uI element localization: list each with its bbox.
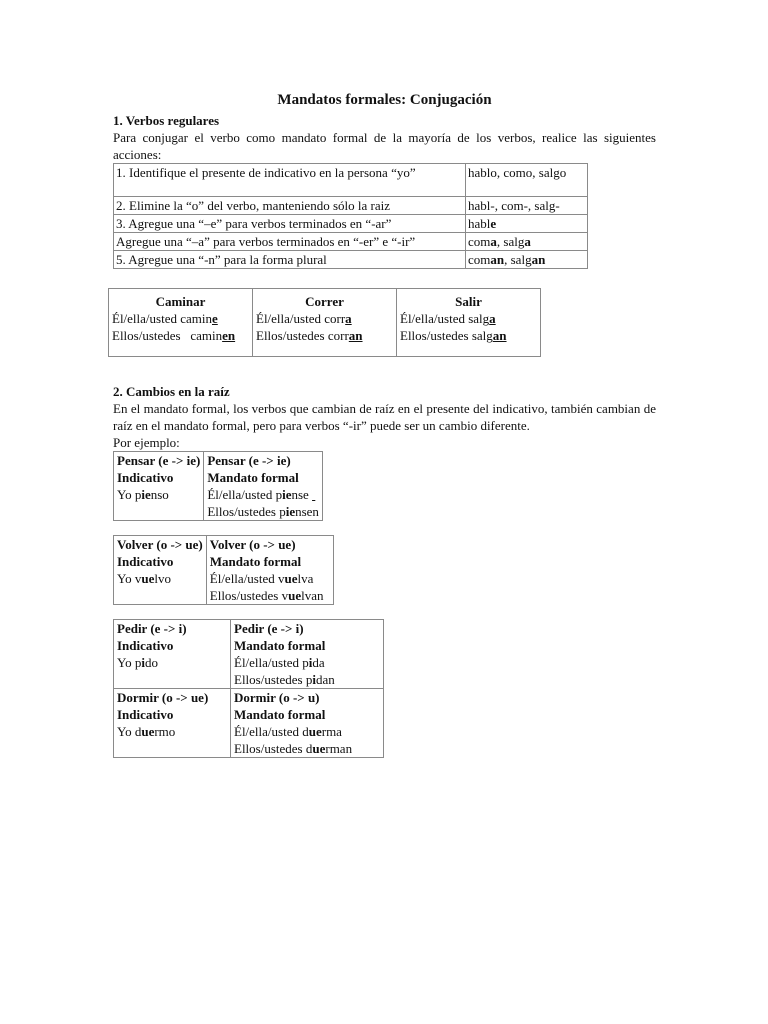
step-example: coman, salgan bbox=[466, 251, 588, 269]
step-example: coma, salga bbox=[466, 233, 588, 251]
table-row bbox=[114, 197, 588, 215]
verb-name: Correr bbox=[305, 294, 344, 309]
page-title: Mandatos formales: Conjugación bbox=[277, 92, 492, 108]
indicativo-cell: Pensar (e -> ie) Indicativo Yo pienso bbox=[114, 452, 204, 521]
step-example: hable bbox=[466, 215, 588, 233]
step-instruction: 1. Identifique el presente de indicativo en la persona “yo” bbox=[114, 164, 466, 197]
verb-singular: Él/ella/usted salga bbox=[400, 311, 496, 326]
verb-name: Salir bbox=[455, 294, 482, 309]
example-label: Por ejemplo: bbox=[113, 435, 180, 450]
table-row bbox=[114, 620, 384, 689]
step-instruction: 3. Agregue una “–e” para verbos terminados en “-ar” bbox=[114, 215, 466, 233]
indicativo-cell: Dormir (o -> ue) Indicativo Yo duermo bbox=[114, 689, 231, 758]
verb-column-correr bbox=[253, 289, 397, 357]
mandato-cell: Volver (o -> ue) Mandato formal Él/ella/usted vuelva Ellos/ustedes vuelvan bbox=[206, 536, 333, 605]
step-instruction: 2. Elimine la “o” del verbo, manteniendo sólo la raiz bbox=[114, 197, 466, 215]
verb-column-salir bbox=[397, 289, 541, 357]
verb-name: Caminar bbox=[155, 294, 206, 309]
mandato-cell: Dormir (o -> u) Mandato formal Él/ella/usted duerma Ellos/ustedes duerman bbox=[231, 689, 384, 758]
mandato-cell: Pensar (e -> ie) Mandato formal Él/ella/usted piense Ellos/ustedes piensen bbox=[204, 452, 323, 521]
table-row bbox=[114, 251, 588, 269]
section1-heading: 1. Verbos regulares bbox=[113, 113, 220, 128]
verb-column-caminar bbox=[109, 289, 253, 357]
step-instruction: Agregue una “–a” para verbos terminados en “-er” e “-ir” bbox=[114, 233, 466, 251]
mandato-cell: Pedir (e -> i) Mandato formal Él/ella/usted pida Ellos/ustedes pidan bbox=[231, 620, 384, 689]
table-row bbox=[114, 689, 384, 758]
verb-singular: Él/ella/usted camine bbox=[112, 311, 218, 326]
document-page bbox=[113, 90, 656, 758]
step-example: hablo, como, salgo bbox=[466, 164, 588, 197]
verb-plural: Ellos/ustedes caminen bbox=[112, 328, 236, 343]
table-row bbox=[114, 452, 323, 521]
step-instruction: 5. Agregue una “-n” para la forma plural bbox=[114, 251, 466, 269]
table-row bbox=[114, 164, 588, 197]
section2-intro: En el mandato formal, los verbos que cambian de raíz en el presente del indicativo, también cambian de raíz en el mandato formal, pero para verbos “-ir” puede ser un cambio diferente. bbox=[113, 401, 656, 433]
table-row bbox=[114, 233, 588, 251]
pensar-table bbox=[113, 451, 323, 521]
table-row bbox=[109, 289, 541, 357]
verbs-table bbox=[108, 288, 541, 357]
section2 bbox=[113, 383, 656, 758]
volver-table bbox=[113, 535, 334, 605]
indicativo-cell: Volver (o -> ue) Indicativo Yo vuelvo bbox=[114, 536, 207, 605]
table-row bbox=[114, 536, 334, 605]
steps-table bbox=[113, 163, 588, 269]
section2-heading: 2. Cambios en la raíz bbox=[113, 384, 230, 399]
verb-plural: Ellos/ustedes corran bbox=[256, 328, 363, 343]
verb-plural: Ellos/ustedes salgan bbox=[400, 328, 507, 343]
step-example: habl-, com-, salg- bbox=[466, 197, 588, 215]
pedir-dormir-table bbox=[113, 619, 384, 758]
section1-intro: Para conjugar el verbo como mandato formal de la mayoría de los verbos, realice las siguientes acciones: bbox=[113, 130, 656, 162]
verb-singular: Él/ella/usted corra bbox=[256, 311, 352, 326]
indicativo-cell: Pedir (e -> i) Indicativo Yo pido bbox=[114, 620, 231, 689]
table-row bbox=[114, 215, 588, 233]
